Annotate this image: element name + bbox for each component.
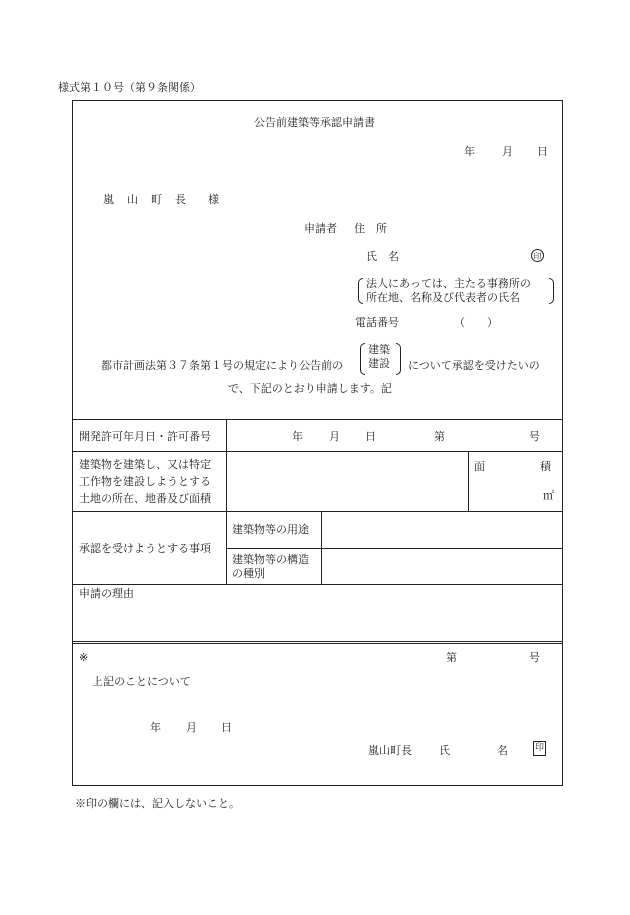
mayor-name-label-1: 氏 (439, 744, 450, 757)
location-label-line-2: 工作物を建設しようとする (79, 475, 211, 488)
table-line-matter (72, 584, 563, 585)
footnote: ※印の欄には、記入しないこと。 (75, 797, 240, 810)
statement-right-bracket (396, 343, 401, 375)
form-number: 様式第１０号（第９条関係） (58, 81, 201, 94)
building-use-label: 建築物等の用途 (232, 523, 309, 536)
matter-label: 承認を受けようとする事項 (79, 542, 211, 555)
date-year-label: 年 (464, 145, 475, 158)
phone-parentheses: （ ） (454, 316, 498, 329)
mayor-title: 嵐山町長 (368, 744, 412, 757)
permit-date-number-label: 開発許可年月日・許可番号 (79, 430, 211, 443)
office-number-suffix: 号 (529, 651, 540, 664)
mayor-name-label-2: 名 (497, 744, 508, 757)
office-use-mark: ※ (79, 651, 89, 664)
table-line-location (72, 511, 563, 512)
mayor-seal-mark: 印 (533, 741, 546, 756)
area-column-divider (468, 451, 469, 511)
date-day-label: 日 (537, 145, 548, 158)
applicant-seal-mark: 印 (531, 249, 544, 262)
building-structure-label-1: 建築物等の構造 (232, 553, 309, 566)
location-label-line-1: 建築物を建築し、又は特定 (79, 458, 211, 471)
permit-month-label: 月 (329, 430, 340, 443)
building-structure-label-2: の種別 (232, 567, 265, 580)
phone-label: 電話番号 (355, 316, 399, 329)
form-title: 公告前建築等承認申請書 (254, 116, 375, 129)
date-month-label: 月 (502, 145, 513, 158)
office-number-prefix: 第 (446, 651, 457, 664)
office-day-label: 日 (221, 721, 232, 734)
location-label-line-3: 土地の所在、地番及び面積 (79, 492, 211, 505)
statement-left-bracket (360, 343, 365, 375)
address-label: 住 所 (354, 222, 387, 235)
area-label: 面 積 (474, 460, 551, 473)
statement-option-build: 建設 (368, 357, 390, 370)
corporate-note-line-2: 所在地、名称及び代表者の氏名 (366, 291, 520, 304)
statement-line-2: で、下記のとおり申請します。記 (228, 382, 392, 395)
name-label: 氏 名 (366, 250, 399, 263)
table-double-line (72, 641, 563, 644)
matter-column-divider (321, 511, 322, 584)
statement-option-construct: 建築 (368, 343, 390, 356)
note-left-bracket (358, 278, 363, 304)
addressee-name: 嵐 山 町 長 (103, 193, 187, 206)
applicant-label: 申請者 (304, 222, 337, 235)
statement-text-after: について承認を受けたいの (408, 359, 540, 372)
permit-number-suffix: 号 (529, 430, 540, 443)
permit-day-label: 日 (365, 430, 376, 443)
office-year-label: 年 (150, 721, 161, 734)
statement-text-before: 都市計画法第３７条第１号の規定により公告前の (101, 359, 343, 372)
addressee-honorific: 様 (208, 193, 219, 206)
permit-number-prefix: 第 (434, 430, 445, 443)
reason-label: 申請の理由 (79, 587, 134, 600)
area-unit: ㎡ (543, 489, 554, 502)
corporate-note-line-1: 法人にあっては、主たる事務所の (366, 277, 531, 290)
office-month-label: 月 (186, 721, 197, 734)
table-column-divider (226, 419, 227, 584)
office-approval-text: 上記のことについて (92, 675, 191, 688)
table-top-line (72, 419, 563, 420)
table-line-use (226, 548, 563, 549)
table-line-permit (72, 451, 563, 452)
note-right-bracket (549, 278, 554, 304)
permit-year-label: 年 (292, 430, 303, 443)
